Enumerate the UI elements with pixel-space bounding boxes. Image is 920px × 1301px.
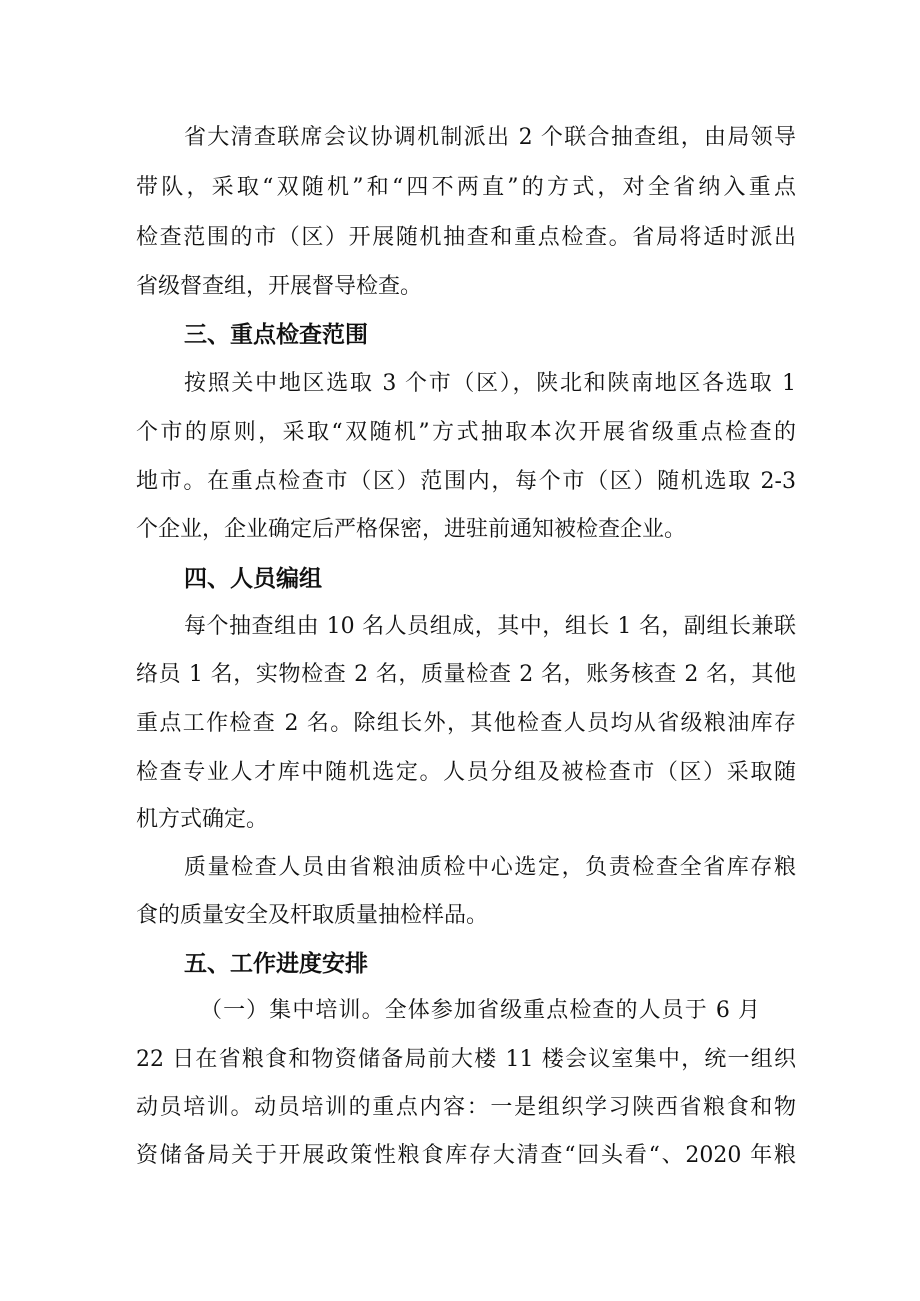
paragraph-line: 按照关中地区选取 3 个市（区），陕北和陕南地区各选取 1 xyxy=(184,371,796,396)
paragraph-line: 食的质量安全及杆取质量抽检样品。 xyxy=(136,903,489,928)
paragraph-line: 22 日在省粮食和物资储备局前大楼 11 楼会议室集中，统一组织 xyxy=(136,1047,796,1072)
paragraph-line: 检查范围的市（区）开展随机抽查和重点检查。省局将适时派出 xyxy=(136,225,796,250)
paragraph-line: （一）集中培训。全体参加省级重点检查的人员于 6 月 xyxy=(200,998,760,1023)
paragraph-line: 个市的原则，采取“双随机”方式抽取本次开展省级重点检查的 xyxy=(136,420,796,445)
paragraph-line: 资储备局关于开展政策性粮食库存大清查“回头看“、2020 年粮 xyxy=(136,1143,796,1168)
section-heading-3: 三、重点检查范围 xyxy=(184,322,368,348)
section-heading-5: 五、工作进度安排 xyxy=(184,951,368,977)
paragraph-line: 省级督查组，开展督导检查。 xyxy=(136,274,423,299)
paragraph-line: 地市。在重点检查市（区）范围内，每个市（区）随机选取 2-3 xyxy=(136,469,796,494)
paragraph-line: 机方式确定。 xyxy=(136,807,269,832)
paragraph-line: 络员 1 名，实物检查 2 名，质量检查 2 名，账务核查 2 名，其他 xyxy=(136,662,796,687)
paragraph-line: 个企业，企业确定后严格保密，进驻前通知被检查企业。 xyxy=(136,517,687,542)
paragraph-line: 重点工作检查 2 名。除组长外，其他检查人员均从省级粮油库存 xyxy=(136,711,796,736)
paragraph-line: 动员培训。动员培训的重点内容：一是组织学习陕西省粮食和物 xyxy=(136,1095,796,1120)
paragraph-line: 每个抽查组由 10 名人员组成，其中，组长 1 名，副组长兼联 xyxy=(184,614,796,639)
paragraph-line: 带队，采取“双随机”和“四不两直”的方式，对全省纳入重点 xyxy=(136,175,796,200)
section-heading-4: 四、人员编组 xyxy=(184,566,322,592)
paragraph-line: 省大清查联席会议协调机制派出 2 个联合抽查组，由局领导 xyxy=(184,125,796,150)
paragraph-line: 质量检查人员由省粮油质检中心选定，负责检查全省库存粮 xyxy=(184,855,796,880)
paragraph-line: 检查专业人才库中随机选定。人员分组及被检查市（区）采取随 xyxy=(136,760,796,785)
